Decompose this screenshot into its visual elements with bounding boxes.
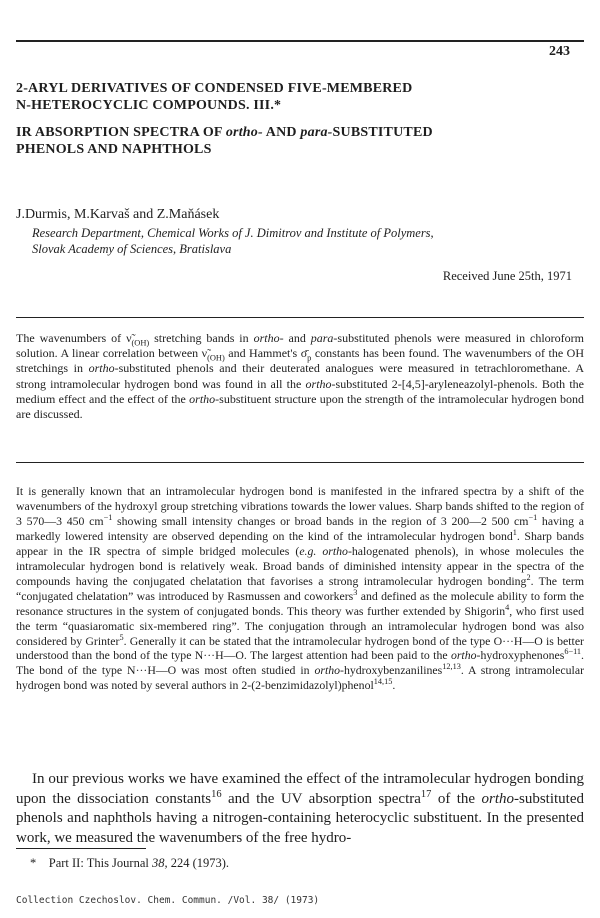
abstract-bottom-rule bbox=[16, 462, 584, 463]
affiliation bbox=[32, 225, 572, 257]
authors: J.Durmis, M.Karvaš and Z.Maňásek bbox=[16, 207, 220, 222]
main-paragraph: In our previous works we have examined the effect of the intramolecular hydrogen bonding upon the dissociation constants$^{16}$ and the UV absorption spectra$^{17}$ of the ortho-substituted phenols and naphthols having a nitrogen-containing heterocyclic substituent. In the presented work, we measured the wavenumbers of the free hydro- bbox=[16, 771, 584, 846]
subtitle-line-2: PHENOLS AND NAPHTHOLS bbox=[16, 142, 212, 157]
header-rule bbox=[16, 40, 584, 42]
affiliation-line-2: Slovak Academy of Sciences, Bratislava bbox=[32, 242, 232, 256]
abstract: The wavenumbers of $\nũ_{(OH)}$ stretching bands in ortho- and para-substituted phenols were measured in chloroform solution. A linear correlation between $\nũ_{(OH)}$ and Hammet's $\sigmā_p$ constants has been found. The wavenumbers of the OH stretchings in ortho-substituted phenols and their deuterated analogues were measured in tetrachloromethane. A strong intramolecular hydrogen bond was found in all the ortho-substituted 2-[4,5]-aryleneazolyl-phenols. Both the medium effect and the effect of the ortho-substituent structure upon the strength of the intramolecular hydrogen bond are discussed. bbox=[16, 331, 585, 422]
subtitle-line-1: IR ABSORPTION SPECTRA OF ortho- AND para-SUBSTITUTED bbox=[16, 125, 433, 140]
affiliation-line-1: Research Department, Chemical Works of J. Dimitrov and Institute of Polymers, bbox=[32, 226, 434, 240]
title-line-2: N-HETEROCYCLIC COMPOUNDS. III.* bbox=[16, 98, 282, 113]
footnote: * Part II: This Journal 38, 224 (1973). bbox=[30, 856, 230, 870]
journal-footer: Collection Czechoslov. Chem. Commun. /Vol. 38/ (1973) bbox=[16, 895, 320, 906]
abstract-top-rule bbox=[16, 317, 584, 318]
paper-subtitle bbox=[16, 124, 576, 158]
received-date: Received June 25th, 1971 bbox=[442, 269, 572, 283]
paper-title bbox=[16, 80, 576, 114]
footnote-rule bbox=[16, 848, 146, 849]
page-number: 243 bbox=[549, 44, 570, 59]
intro-paragraph: It is generally known that an intramolecular hydrogen bond is manifested in the infrared spectra by a shift of the wavenumbers of the hydroxyl group stretching vibrations towards the lower values. Sharp bands shifted to the region of 3 570—3 450 $cm^{-1}$ showing small intensity changes or broad bands in the region of 3 200—2 500 $cm^{-1}$ having a markedly lowered intensity are observed depending on the kind of the intramolecular hydrogen bond$^1$. Sharp bands appear in the IR spectra of simple bridged molecules (e.g. ortho-halogenated phenols), in whose molecules the intramolecular hydrogen bond is relatively weak. Broad bands of diminished intensity appear in the spectra of the compounds having the conjugated chelatation that favorises a strong intramolecular hydrogen bonding$^2$. The term “conjugated chelatation” was introduced by Rasmussen and coworkers$^3$ and defined as the molecule ability to form the resonance structures in the system of conjugated bonds. This theory was further extended by Shigorin$^4$, who first used the term “quasiaromatic six-membered ring”. The conjugation through an intramolecular hydrogen bond was also considered by Grinter$^5$. Generally it can be stated that the intramolecular hydrogen bond of the type O···H—O is better understood than the bond of the type N···H—O. The largest attention had been paid to the ortho-hydroxyphenones$^{6-11}$. The bond of the type N···H—O was most often studied in ortho-hydroxybenzanilines$^{12,13}$. A strong intramolecular hydrogen bond was noted by several authors in 2-(2-benzimidazolyl)phenol$^{14,15}$. bbox=[16, 484, 585, 693]
title-line-1: 2-ARYL DERIVATIVES OF CONDENSED FIVE-MEMBERED bbox=[16, 81, 413, 96]
